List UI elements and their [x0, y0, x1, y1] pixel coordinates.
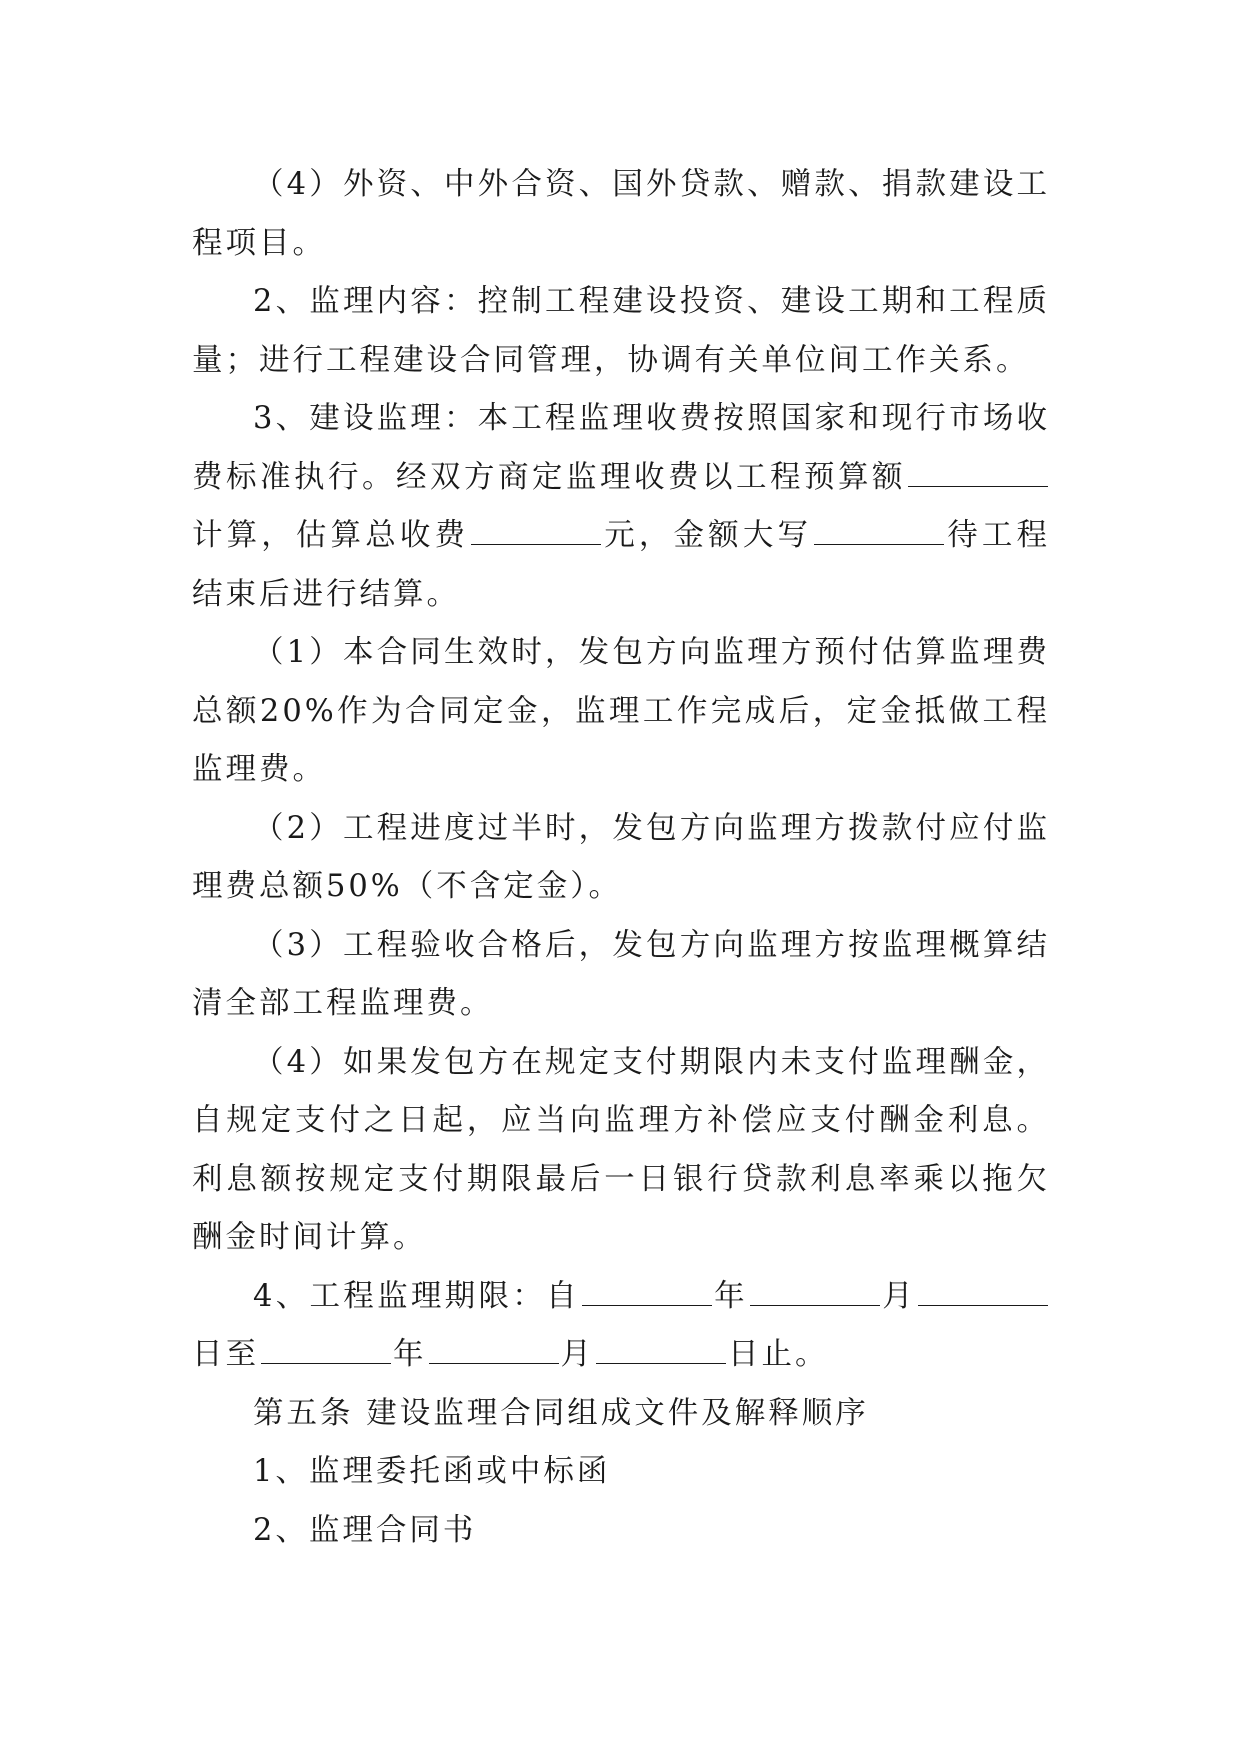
paragraph-supervision-content: 2、监理内容：控制工程建设投资、建设工期和工程质量；进行工程建设合同管理，协调有关单位间工作关系。 — [192, 284, 1050, 378]
paragraph-deposit: （1）本合同生效时，发包方向监理方预付估算监理费总额20%作为合同定金，监理工作完成后，定金抵做工程监理费。 — [192, 635, 1050, 787]
paragraph-foreign-investment: （4）外资、中外合资、国外贷款、赠款、捐款建设工程项目。 — [192, 167, 1050, 261]
period-text-month: 月 — [881, 1278, 917, 1314]
total-fee-blank — [471, 517, 601, 545]
end-day-blank — [596, 1336, 726, 1364]
paragraph-supervision-fee — [192, 390, 1050, 624]
end-year-blank — [261, 1336, 391, 1364]
fee-text-part-3: 元，金额大写 — [603, 518, 813, 553]
period-text-day-to: 日至 — [192, 1337, 259, 1372]
list-item-contract-book: 2、监理合同书 — [253, 1512, 477, 1548]
fee-text-part-2: 计算，估算总收费 — [192, 518, 470, 553]
period-text-end-month: 月 — [560, 1337, 594, 1372]
list-item-entrustment-letter: 1、监理委托函或中标函 — [253, 1454, 611, 1489]
fee-text-part-1: 3、建设监理：本工程监理收费按照国家和现行市场收费标准执行。经双方商定监理收费以工程预算额 — [192, 401, 1050, 495]
amount-in-words-blank — [814, 517, 944, 545]
budget-blank — [908, 458, 1048, 486]
start-day-blank — [918, 1277, 1048, 1305]
period-text-from: 4、工程监理期限：自 — [253, 1278, 580, 1314]
paragraph-late-payment-interest: （4）如果发包方在规定支付期限内未支付监理酬金，自规定支付之日起，应当向监理方补偿应支付酬金利息。利息额按规定支付期限最后一日银行贷款利息率乘以拖欠酬金时间计算。 — [192, 1044, 1050, 1255]
document-body — [192, 156, 1050, 1560]
period-text-year: 年 — [713, 1278, 748, 1314]
paragraph-final-settlement: （3）工程验收合格后，发包方向监理方按监理概算结清全部工程监理费。 — [192, 927, 1050, 1021]
paragraph-supervision-period — [192, 1268, 1050, 1385]
start-month-blank — [750, 1277, 880, 1305]
article-five-heading: 第五条 建设监理合同组成文件及解释顺序 — [253, 1395, 869, 1431]
end-month-blank — [429, 1336, 559, 1364]
start-year-blank — [582, 1277, 712, 1305]
period-text-end: 日止。 — [728, 1337, 829, 1372]
paragraph-halfway-payment: （2）工程进度过半时，发包方向监理方拨款付应付监理费总额50%（不含定金）。 — [192, 810, 1050, 904]
fee-text-part-4: 待工程结束后进行结算。 — [192, 518, 1051, 612]
period-text-end-year: 年 — [393, 1337, 427, 1372]
